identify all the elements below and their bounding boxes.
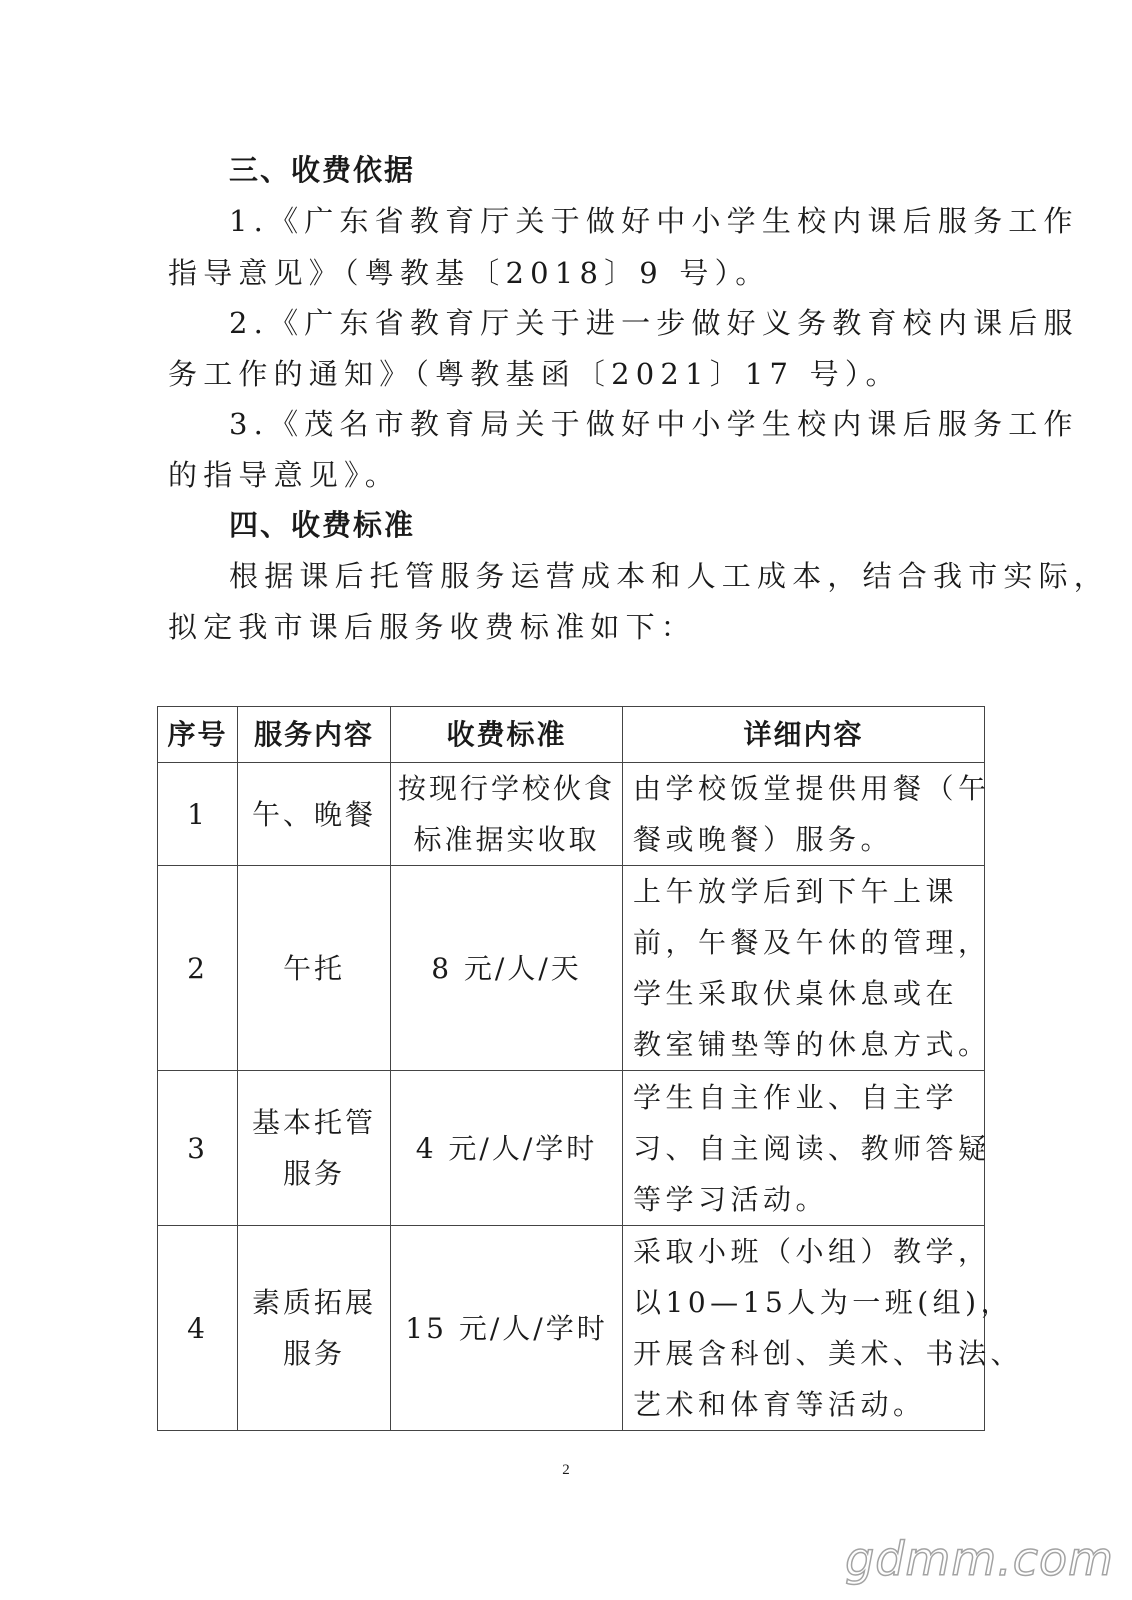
table-row bbox=[158, 1071, 985, 1226]
detail-line: 以10—15人为一班(组)， bbox=[633, 1286, 1014, 1319]
fee-line: 15 元/人/学时 bbox=[405, 1311, 608, 1345]
row-index: 4 bbox=[158, 1226, 238, 1431]
row-detail bbox=[623, 866, 991, 1071]
fee-line: 标准据实收取 bbox=[413, 823, 600, 856]
row-index: 1 bbox=[158, 763, 238, 866]
row-fee bbox=[391, 1071, 623, 1226]
row-detail bbox=[623, 1071, 991, 1226]
basis-item-2-line-2: 务工作的通知》（粤教基函〔2021〕17 号）。 bbox=[168, 357, 901, 391]
fee-line: 4 元/人/学时 bbox=[415, 1131, 598, 1165]
detail-line: 习、自主阅读、教师答疑 bbox=[633, 1131, 991, 1165]
detail-line: 餐或晚餐）服务。 bbox=[633, 823, 894, 856]
basis-item-3-line-1: 3.《茂名市教育局关于做好中小学生校内课后服务工作 bbox=[229, 407, 1079, 441]
row-fee bbox=[391, 866, 623, 1071]
detail-line: 上午放学后到下午上课 bbox=[633, 875, 959, 908]
fee-intro-line-2: 拟定我市课后服务收费标准如下： bbox=[168, 610, 697, 644]
row-service bbox=[238, 1071, 391, 1226]
row-detail bbox=[623, 763, 991, 866]
detail-line: 艺术和体育等活动。 bbox=[633, 1388, 926, 1421]
service-line: 午、晚餐 bbox=[251, 797, 376, 831]
basis-item-1-line-2: 指导意见》（粤教基〔2018〕9 号）。 bbox=[168, 256, 771, 290]
fee-line: 8 元/人/天 bbox=[431, 951, 582, 985]
section-3-heading: 三、收费依据 bbox=[229, 153, 416, 187]
detail-line: 学生采取伏桌休息或在 bbox=[633, 977, 959, 1010]
table-row bbox=[158, 866, 985, 1071]
detail-line: 采取小班（小组）教学， bbox=[633, 1235, 991, 1268]
table-header-row bbox=[158, 707, 985, 763]
row-service bbox=[238, 866, 391, 1071]
section-4-heading: 四、收费标准 bbox=[229, 508, 416, 542]
service-line: 服务 bbox=[282, 1337, 345, 1370]
fee-standard-table bbox=[157, 706, 1024, 1431]
row-index: 2 bbox=[158, 866, 238, 1071]
row-fee bbox=[391, 763, 623, 866]
fee-intro-line-1: 根据课后托管服务运营成本和人工成本，结合我市实际， bbox=[229, 559, 1110, 593]
row-service bbox=[238, 1226, 391, 1431]
detail-line: 开展含科创、美术、书法、 bbox=[633, 1337, 1024, 1370]
row-service bbox=[238, 763, 391, 866]
basis-item-1-line-1: 1.《广东省教育厅关于做好中小学生校内课后服务工作 bbox=[229, 204, 1079, 238]
service-line: 服务 bbox=[282, 1157, 345, 1190]
detail-line: 前，午餐及午休的管理， bbox=[633, 926, 991, 959]
site-watermark: gdmm.com bbox=[845, 1532, 1114, 1586]
fee-line: 按现行学校伙食 bbox=[397, 772, 615, 805]
basis-item-2-line-1: 2.《广东省教育厅关于进一步做好义务教育校内课后服 bbox=[229, 306, 1079, 340]
basis-item-3-line-2: 的指导意见》。 bbox=[168, 458, 400, 492]
header-service: 服务内容 bbox=[238, 707, 391, 763]
service-line: 基本托管 bbox=[251, 1106, 376, 1139]
table-row bbox=[158, 763, 985, 866]
row-detail bbox=[623, 1226, 1024, 1431]
page-number: 2 bbox=[562, 1462, 570, 1478]
detail-line: 教室铺垫等的休息方式。 bbox=[633, 1028, 991, 1061]
header-detail: 详细内容 bbox=[623, 707, 985, 763]
detail-line: 学生自主作业、自主学 bbox=[633, 1080, 959, 1114]
detail-line: 等学习活动。 bbox=[633, 1182, 829, 1216]
header-fee: 收费标准 bbox=[391, 707, 623, 763]
service-line: 素质拓展 bbox=[251, 1286, 376, 1319]
header-index: 序号 bbox=[158, 707, 238, 763]
detail-line: 由学校饭堂提供用餐（午 bbox=[633, 772, 991, 805]
service-line: 午托 bbox=[282, 951, 345, 985]
row-fee bbox=[391, 1226, 623, 1431]
table-row bbox=[158, 1226, 985, 1431]
row-index: 3 bbox=[158, 1071, 238, 1226]
